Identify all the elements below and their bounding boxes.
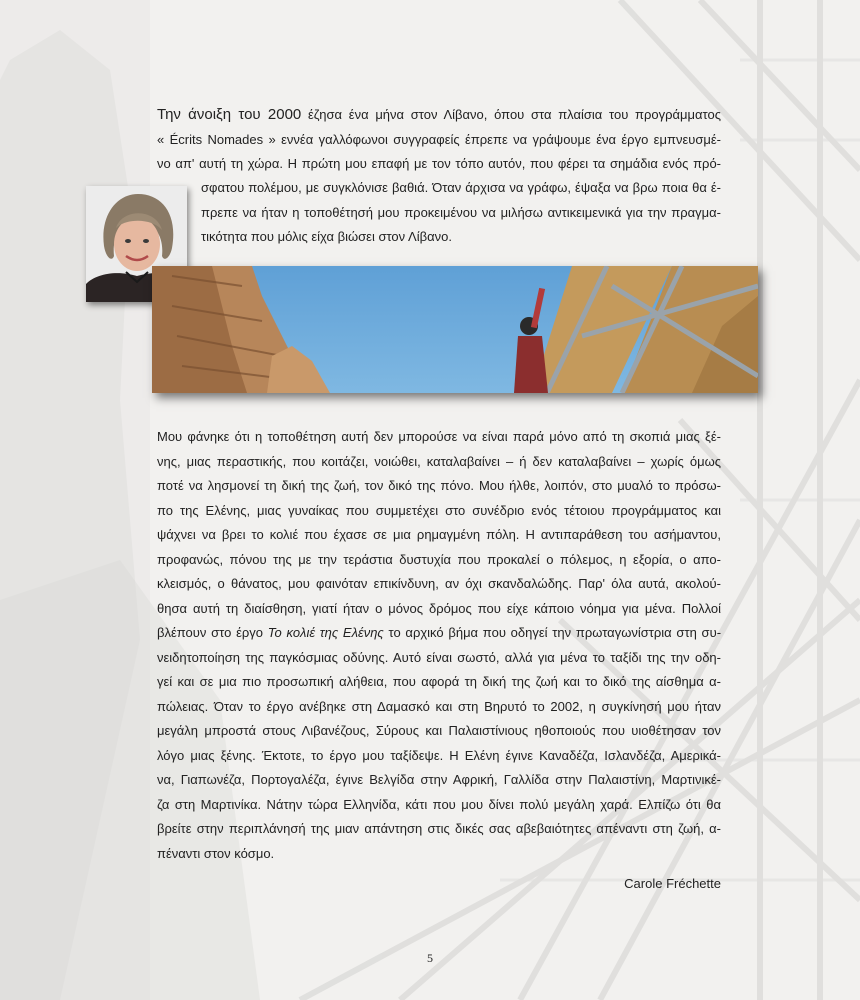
author-signature: Carole Fréchette [624, 876, 721, 891]
body-line-12: πώλειας. Όταν το έργο ανέβηκε στη Δαμασκό και στη Βηρυτό το 2002, η συγκίνησή μου ήταν [157, 698, 721, 714]
intro-line-3: νο απ' αυτή τη χώρα. Η πρώτη μου επαφή με τον τόπο αυτόν, που φέρει τα σημάδια ενός πρό- [157, 156, 721, 171]
body-line-11: γεί και σε μια πιο προσωπική αλήθεια, που αφορά τη δική της ζωή και το δικό της αίσθημα α- [157, 674, 721, 689]
body-line-9-pre: βλέπουν στο έργο [157, 625, 268, 640]
body-line-3: ποτέ να λησμονεί τη δική της ζωή, τον δικό της πόνο. Μου ήλθε, λοιπόν, στο μυαλό το πρόσω- [157, 478, 721, 493]
intro-line-6: τικότητα που μόλις είχα βιώσει στον Λίβανο. [201, 229, 452, 244]
body-line-17: βρείτε στην περιπλάνησή της μιαν απάντηση στις δικές σας αβεβαιότητες απέναντι στη ζωή, α- [157, 821, 721, 836]
body-line-15: να, Γιαπωνέζα, Πορτογαλέζα, έγινε Βελγίδα στην Αφρική, Γαλλίδα στην Παλαιστίνη, Μαρτινικέ- [157, 772, 721, 787]
page-number: 5 [427, 951, 433, 965]
body-line-2: νης, μιας περαστικής, που κοιτάζει, νοιώθει, καταλαβαίνει – ή δεν καταλαβαίνει – χωρίς όμως [157, 453, 721, 469]
body-line-4: πο της Ελένης, μιας γυναίκας που συμμετέχει στο συνέδριο ενός τέτοιου προγράμματος και [157, 502, 721, 518]
body-line-9 [157, 621, 721, 646]
body-line-18: πέναντι στον κόσμο. [157, 845, 275, 861]
body-line-14: λόγο μιας ξένης. Έκτοτε, το έργο μου ταξίδεψε. Η Ελένη έγινε Καναδέζα, Ισλανδέζα, Αμερικά- [157, 747, 721, 763]
body-line-8: θησα αυτή τη διαίσθηση, γιατί ήταν ο μόνος δρόμος που είχε κάποιο νόημα για μένα. Πολλοί [157, 600, 721, 616]
intro-paragraph [157, 103, 721, 177]
body-line-7: κλεισμός, ο θάνατος, μου φαινόταν επικίνδυνη, αν όχι σκανδαλώδης. Παρ' όλα αυτά, ακολού- [157, 576, 721, 591]
body-line-5: ψάχνει να βρει το κολιέ που έχασε σε μια ρημαγμένη πόλη. Η αντιπαράθεση του ασήμαντου, [157, 527, 721, 542]
banner-ruins-scaffolding-image [152, 266, 758, 393]
intro-lead: Την άνοιξη του 2000 [157, 106, 302, 123]
body-line-10: νειδητοποίηση της παγκόσμιας οδύνης. Αυτό είναι σωστό, αλλά για μένα το ταξίδι της την οδη- [157, 649, 721, 665]
play-title: Το κολιέ της Ελένης [267, 625, 384, 640]
body-line-6: προφανώς, πόνου της με την τεράστια δυστυχία που προκαλεί ο πόλεμος, η εξορία, ο απο- [157, 551, 721, 567]
body-line-9-post: το αρχικό βήμα που οδηγεί την πρωταγωνίστρια στη συ- [383, 625, 722, 640]
intro-line-1: έζησα ένα μήνα στον Λίβανο, όπου στα πλαίσια του προγράμματος [301, 107, 721, 122]
body-line-13: μεγάλη μπροστά στους Λιβανέζους, Σύρους και Παλαιστίνιους ηθοποιούς που υιοθέτησαν τον [157, 723, 721, 738]
body-paragraph [157, 425, 721, 866]
body-line-16: ζα στη Μαρτινίκα. Νάτην τώρα Ελληνίδα, κάτι που μου δίνει πολύ μεγάλη χαρά. Ελπίζω ότι θα [157, 796, 721, 812]
intro-line-5: πρεπε να ήταν η τοποθέτησή μου προκειμένου να μιλήσω αντικειμενικά για την πραγμα- [201, 204, 721, 220]
intro-line-2: « Écrits Nomades » εννέα γαλλόφωνοι συγγραφείς έπρεπε να γράψουμε ένα έργο εμπνευσμέ- [157, 131, 721, 147]
body-line-1: Μου φάνηκε ότι η τοποθέτηση αυτή δεν μπορούσε να είναι παρά μόνο από τη σκοπιά μιας ξέ- [157, 429, 721, 444]
intro-line-4: σφατου πολέμου, με συγκλόνισε βαθιά. Όταν άρχισα να γράφω, έψαξα να βρω ποια θα έ- [201, 180, 721, 195]
intro-paragraph-continued [201, 176, 721, 250]
